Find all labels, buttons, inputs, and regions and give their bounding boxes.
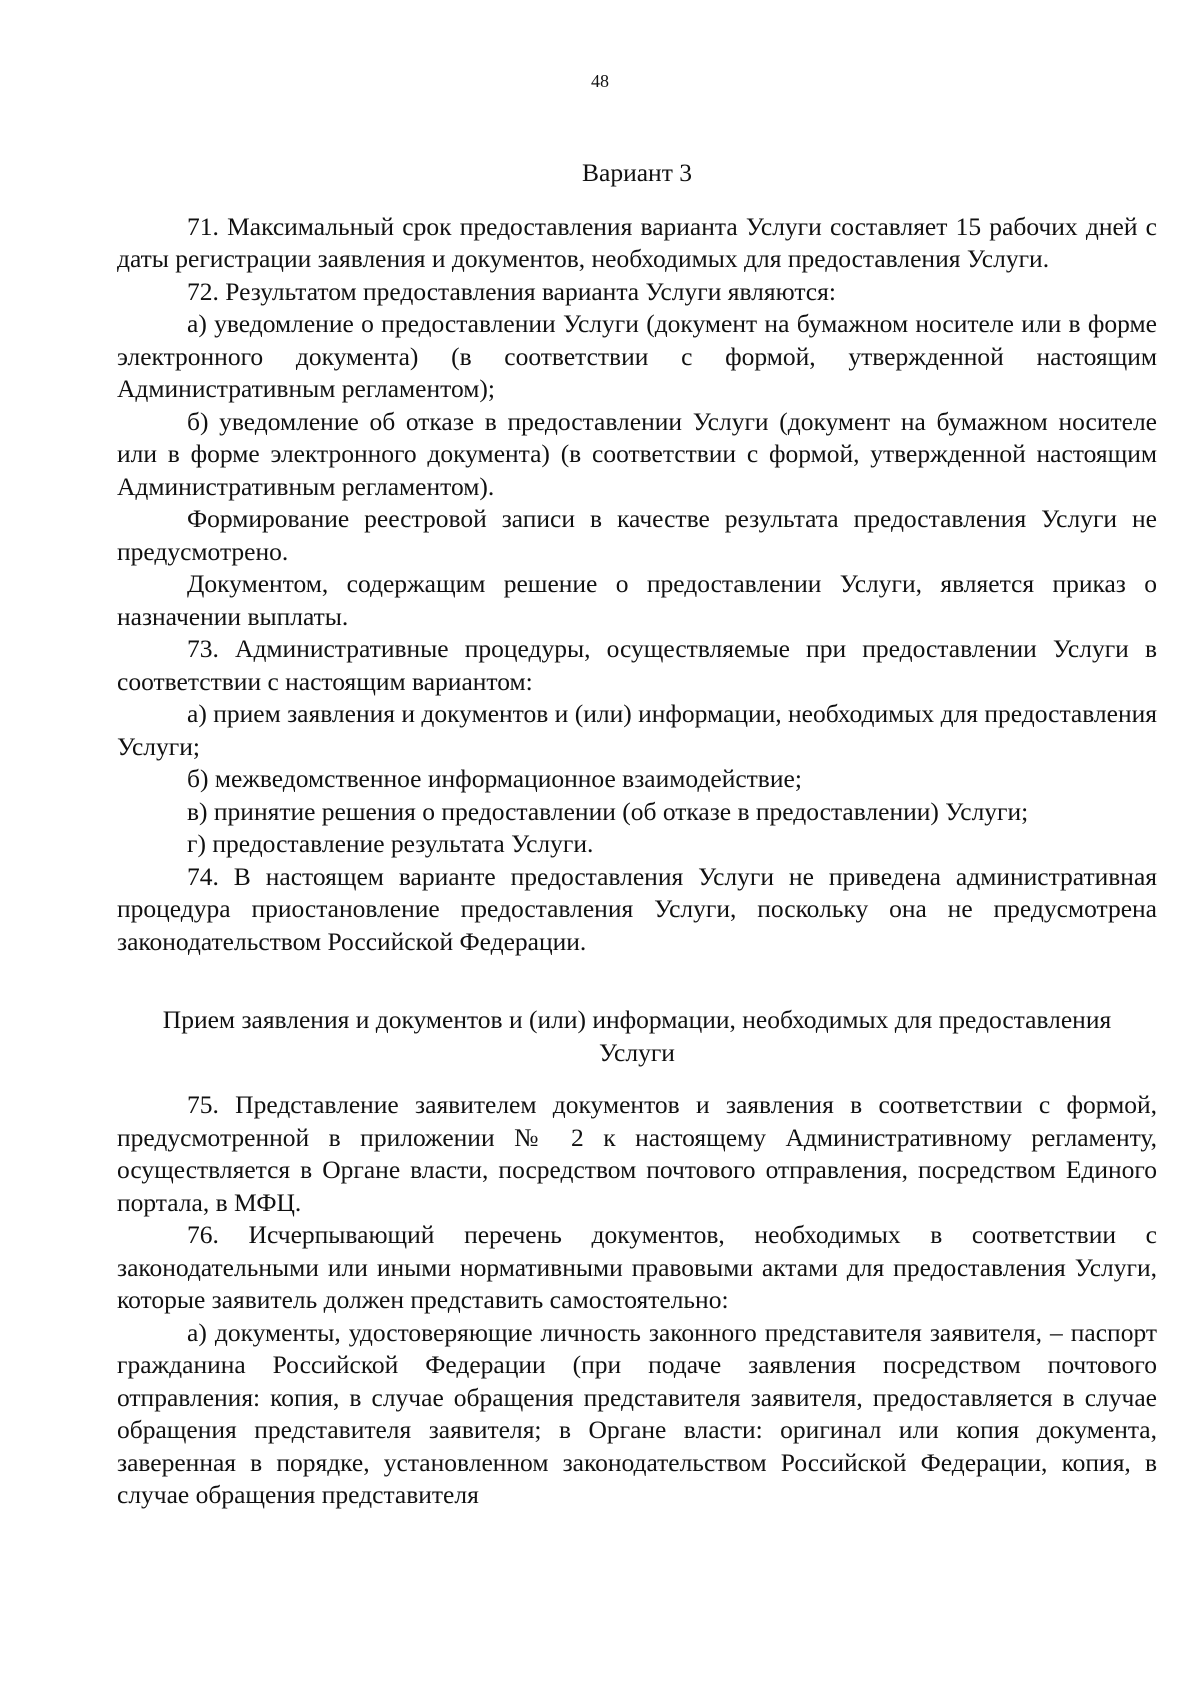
page-number: 48 [591, 71, 609, 91]
paragraph-decision-document: Документом, содержащим решение о предоставлении Услуги, является приказ о назначении выплаты. [117, 569, 1157, 631]
paragraph-72: 72. Результатом предоставления варианта Услуги являются: [187, 276, 836, 306]
paragraph-registry-record: Формирование реестровой записи в качестве результата предоставления Услуги не предусмотрено. [117, 504, 1157, 566]
paragraph-76: 76. Исчерпывающий перечень документов, необходимых в соответствии с законодательными или иными нормативными правовыми актами для предоставления Услуги, которые заявитель должен представить самостоятельно: [117, 1220, 1157, 1314]
section-heading: Прием заявления и документов и (или) информации, необходимых для предоставления Услуги [162, 1005, 1112, 1067]
paragraph-73-v: в) принятие решения о предоставлении (об отказе в предоставлении) Услуги; [187, 796, 1029, 826]
variant-heading: Вариант 3 [582, 158, 692, 187]
paragraph-73-g: г) предоставление результата Услуги. [187, 829, 594, 858]
document-body [117, 157, 1157, 1512]
paragraph-75: 75. Представление заявителем документов и заявления в соответствии с формой, предусмотренной в приложении № 2 к настоящему Административному регламенту, осуществляется в Органе власти, посредством почтового отправления, посредством Единого портала, в МФЦ. [117, 1090, 1157, 1217]
paragraph-73-a: а) прием заявления и документов и (или) информации, необходимых для предоставления Услуги; [117, 699, 1157, 761]
paragraph-76-a: а) документы, удостоверяющие личность законного представителя заявителя, – паспорт гражданина Российской Федерации (при подаче заявления посредством почтового отправления: копия, в случае обращения представителя заявителя, предоставляется в случае обращения представителя заявителя; в Органе власти: оригинал или копия документа, заверенная в порядке, установленном законодательством Российской Федерации, копия, в случае обращения представителя [117, 1317, 1157, 1509]
paragraph-74: 74. В настоящем варианте предоставления Услуги не приведена административная процедура приостановление предоставления Услуги, поскольку она не предусмотрена законодательством Российской Федерации. [117, 861, 1157, 956]
paragraph-73-b: б) межведомственное информационное взаимодействие; [187, 764, 802, 793]
paragraph-73: 73. Административные процедуры, осуществляемые при предоставлении Услуги в соответствии с настоящим вариантом: [117, 634, 1157, 696]
paragraph-71: 71. Максимальный срок предоставления варианта Услуги составляет 15 рабочих дней с даты регистрации заявления и документов, необходимых для предоставления Услуги. [117, 211, 1157, 273]
paragraph-72-a: а) уведомление о предоставлении Услуги (документ на бумажном носителе или в форме электронного документа) (в соответствии с формой, утвержденной настоящим Административным регламентом); [117, 309, 1157, 403]
paragraph-72-b: б) уведомление об отказе в предоставлении Услуги (документ на бумажном носителе или в форме электронного документа) (в соответствии с формой, утвержденной настоящим Административным регламентом). [117, 406, 1157, 501]
